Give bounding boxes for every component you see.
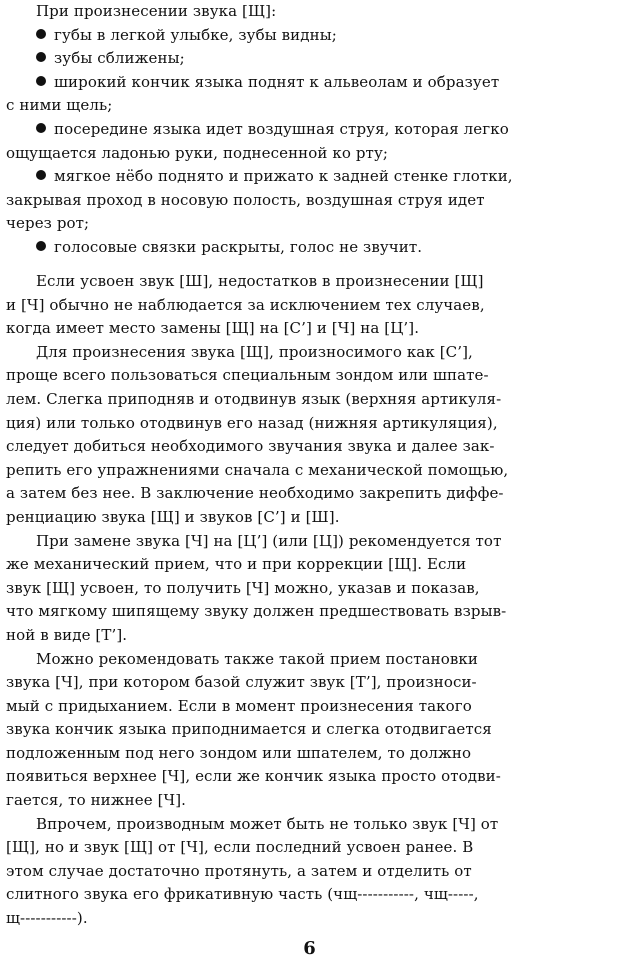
page-number: 6 — [303, 938, 316, 959]
paragraph-line: Если усвоен звук [Ш], недостатков в произнесении [Щ] — [36, 272, 484, 290]
list-item-text: губы в легкой улыбке, зубы видны; — [54, 25, 337, 44]
paragraph-line: Впрочем, производным может быть не только звук [Ч] от — [36, 814, 499, 833]
bullet-icon — [36, 29, 46, 39]
bullet-icon — [36, 241, 46, 251]
list-item-continuation: ощущается ладонью руки, поднесенной ко рту; — [6, 143, 389, 162]
paragraph-line: этом случае достаточно протянуть, а затем и отделить от — [6, 861, 472, 880]
paragraph-line: подложенным под него зондом или шпателем, то должно — [6, 743, 472, 762]
paragraph-line: репить его упражнениями сначала с механической помощью, — [6, 460, 509, 479]
paragraph-line: проще всего пользоваться специальным зондом или шпате- — [6, 366, 489, 385]
paragraph-line: а затем без нее. В заключение необходимо закрепить диффе- — [6, 484, 504, 503]
paragraph-line: что мягкому шипящему звуку должен предшествовать взрыв- — [6, 602, 507, 621]
paragraph-line: звука кончик языка приподнимается и слегка отодвигается — [6, 720, 492, 739]
paragraph-line: ция) или только отодвинув его назад (нижняя артикуляция), — [6, 413, 498, 432]
list-item — [6, 118, 606, 142]
paragraph-line: гается, то нижнее [Ч]. — [6, 791, 187, 810]
list-item — [6, 47, 606, 71]
paragraph-line: когда имеет место замены [Щ] на [С’] и [Ч] на [Ц’]. — [6, 319, 420, 338]
paragraph-line: звука [Ч], при котором базой служит звук [Т’], произноси- — [6, 673, 477, 692]
list-item-text: зубы сближены; — [54, 49, 185, 68]
paragraph-line: и [Ч] обычно не наблюдается за исключением тех случаев, — [6, 295, 485, 314]
list-item — [6, 236, 606, 260]
list-item-text: широкий кончик языка поднят к альвеолам и образует — [54, 72, 500, 91]
paragraph-line: При замене звука [Ч] на [Ц’] (или [Ц]) рекомендуется тот — [36, 531, 502, 550]
bullet-icon — [36, 52, 46, 62]
paragraph-line: следует добиться необходимого звучания звука и далее зак- — [6, 437, 495, 456]
list-item-continuation: с ними щель; — [6, 96, 113, 115]
list-item-text: мягкое нёбо поднято и прижато к задней стенке глотки, — [54, 167, 513, 186]
articulation-list — [6, 0, 606, 260]
paragraph-line: лем. Слегка приподняв и отодвинув язык (верхняя артикуля- — [6, 389, 502, 408]
paragraph-line: Можно рекомендовать также такой прием постановки — [36, 649, 478, 668]
paragraph-line: же механический прием, что и при коррекции [Щ]. Если — [6, 555, 467, 574]
list-item — [6, 165, 606, 189]
paragraph-line: [Щ], но и звук [Щ] от [Ч], если последний усвоен ранее. В — [6, 838, 474, 857]
list-item-continuation: через рот; — [6, 214, 90, 233]
bullet-icon — [36, 123, 46, 133]
paragraph-line: появиться верхнее [Ч], если же кончик языка просто отодви- — [6, 767, 501, 786]
paragraph-line: ной в виде [Т’]. — [6, 625, 128, 644]
list-item-text: посередине языка идет воздушная струя, которая легко — [54, 119, 509, 138]
paragraph-line: звук [Щ] усвоен, то получить [Ч] можно, указав и показав, — [6, 578, 480, 597]
list-item-continuation: закрывая проход в носовую полость, воздушная струя идет — [6, 190, 485, 209]
list-item — [6, 24, 606, 48]
paragraph-line: щ-----------). — [6, 909, 88, 928]
bullet-icon — [36, 170, 46, 180]
articulation-intro: При произнесении звука [Щ]: — [36, 2, 277, 20]
paragraph-line: Для произнесения звука [Щ], произносимого как [С’], — [36, 342, 473, 361]
paragraph-line: слитного звука его фрикативную часть (чщ-----------, чщ-----, — [6, 885, 479, 904]
list-item-text: голосовые связки раскрыты, голос не звучит. — [54, 237, 423, 256]
bullet-icon — [36, 76, 46, 86]
body-text — [6, 270, 606, 931]
paragraph-line: ренциацию звука [Щ] и звуков [С’] и [Ш]. — [6, 507, 340, 526]
paragraph-line: мый с придыханием. Если в момент произнесения такого — [6, 696, 472, 715]
list-item — [6, 71, 606, 95]
